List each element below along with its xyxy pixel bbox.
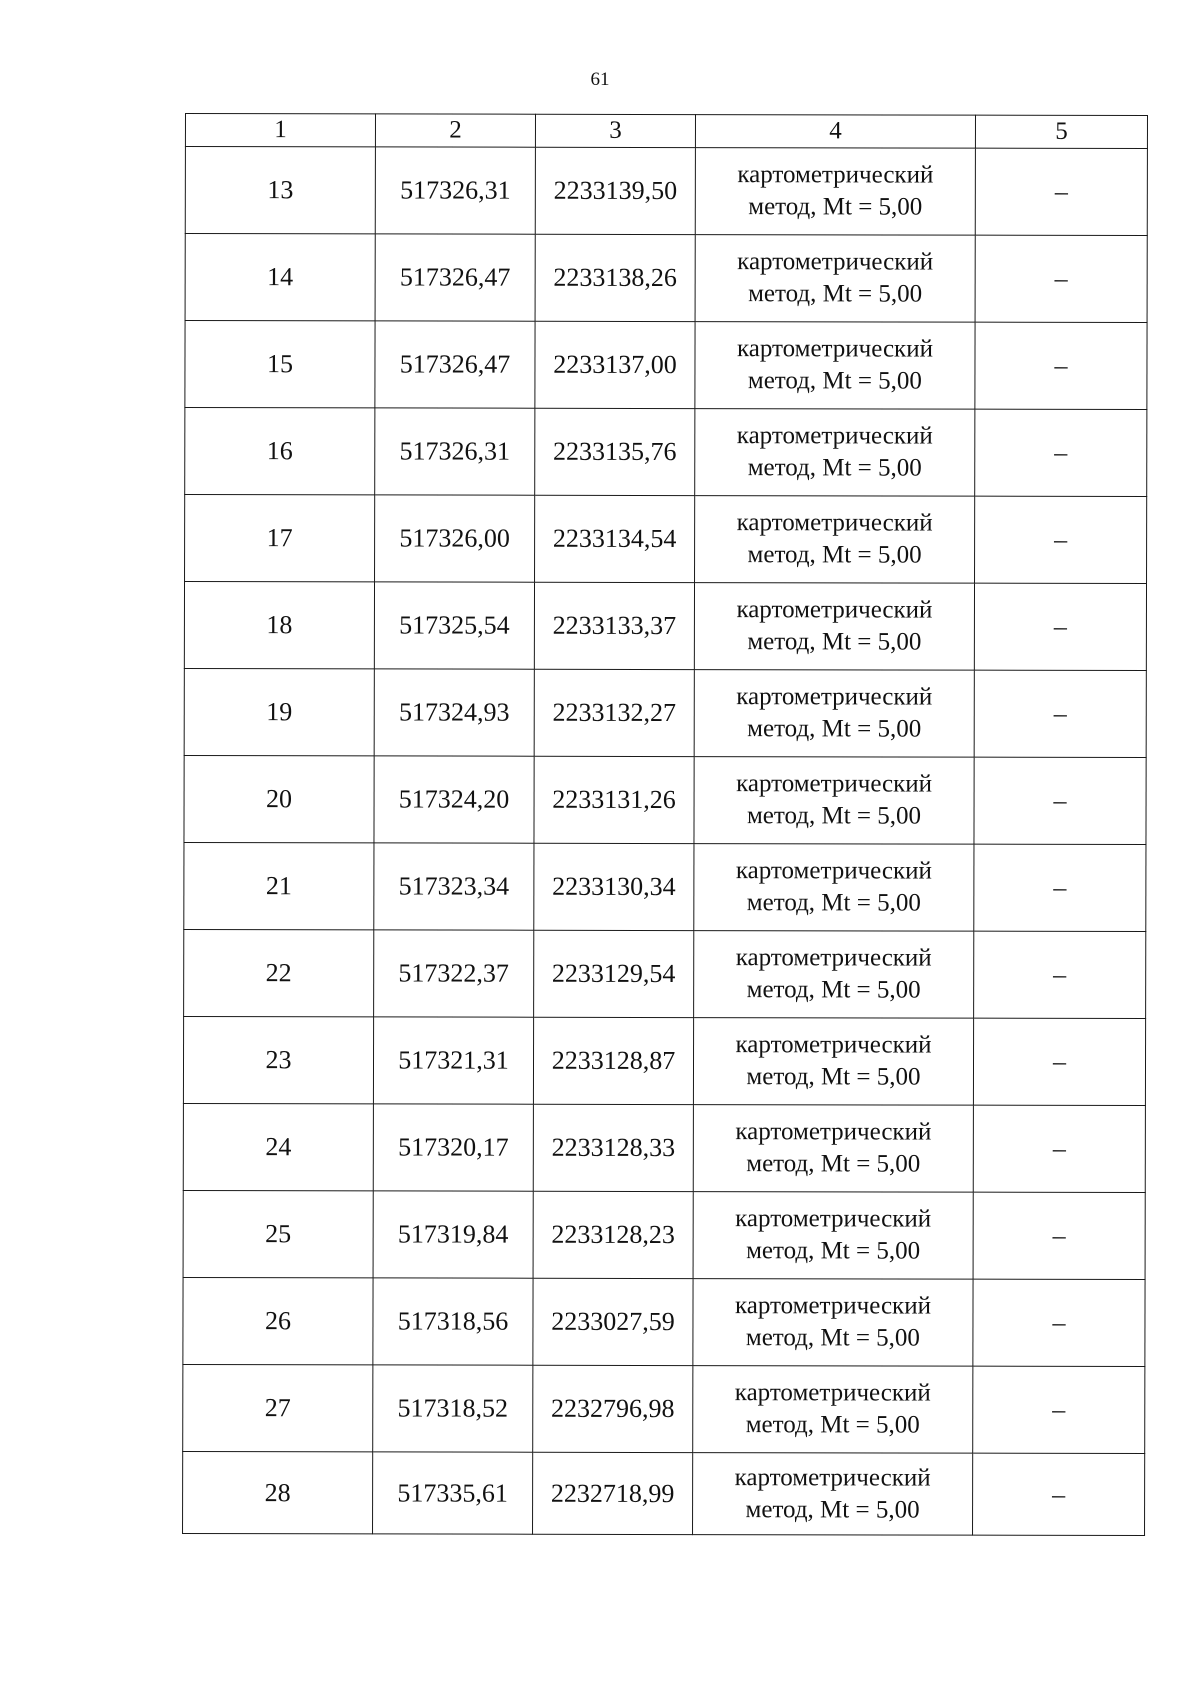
method-line-1: картометрический: [736, 770, 933, 798]
method-line-1: картометрический: [736, 509, 933, 537]
method-line-1: картометрический: [735, 1118, 932, 1146]
note-cell: –: [973, 1192, 1145, 1279]
method-line-2: метод, Mt = 5,00: [748, 193, 923, 221]
table-row: [185, 495, 1147, 584]
note-cell: –: [975, 322, 1147, 409]
y-coordinate-cell: 2233135,76: [535, 408, 695, 495]
y-coordinate-cell: 2233128,33: [533, 1104, 693, 1191]
method-cell: [693, 1279, 973, 1367]
method-line-2: метод, Mt = 5,00: [746, 889, 921, 917]
method-line-2: метод, Mt = 5,00: [746, 1150, 921, 1178]
y-coordinate-cell: 2233132,27: [534, 669, 694, 756]
x-coordinate-cell: 517326,31: [375, 147, 535, 234]
x-coordinate-cell: 517335,61: [373, 1452, 533, 1534]
method-line-1: картометрический: [735, 1031, 932, 1059]
y-coordinate-cell: 2233139,50: [535, 147, 695, 234]
method-cell: [695, 496, 975, 584]
table-row: [183, 1451, 1145, 1535]
note-cell: –: [974, 757, 1146, 844]
x-coordinate-cell: 517320,17: [373, 1104, 533, 1191]
method-line-2: метод, Mt = 5,00: [746, 1063, 921, 1091]
method-line-2: метод, Mt = 5,00: [746, 802, 922, 830]
method-line-2: метод, Mt = 5,00: [745, 1411, 920, 1439]
x-coordinate-cell: 517324,20: [374, 756, 534, 843]
point-number-cell: 23: [183, 1016, 373, 1103]
method-cell: [693, 1018, 973, 1106]
point-number-cell: 21: [184, 842, 374, 929]
note-cell: –: [975, 496, 1147, 583]
point-number-cell: 25: [183, 1190, 373, 1277]
method-line-1: картометрический: [736, 596, 933, 624]
point-number-cell: 18: [184, 582, 374, 669]
method-line-2: метод, Mt = 5,00: [747, 367, 922, 395]
point-number-cell: 27: [183, 1364, 373, 1451]
y-coordinate-cell: 2233130,34: [534, 843, 694, 930]
method-cell: [695, 235, 975, 323]
note-cell: –: [974, 931, 1146, 1018]
column-header-4: 4: [695, 115, 975, 149]
method-cell: [694, 670, 974, 758]
note-cell: –: [975, 235, 1147, 322]
table-row: [184, 668, 1146, 757]
note-cell: –: [974, 583, 1146, 670]
method-line-1: картометрический: [735, 1205, 932, 1233]
table-row: [185, 234, 1147, 323]
method-line-1: картометрический: [734, 1292, 932, 1320]
method-line-1: картометрический: [734, 1379, 931, 1407]
x-coordinate-cell: 517326,47: [375, 234, 535, 321]
note-cell: –: [973, 1018, 1145, 1105]
note-cell: –: [973, 1366, 1145, 1453]
method-line-1: картометрический: [737, 161, 934, 189]
method-cell: [694, 844, 974, 932]
method-line-1: картометрический: [736, 683, 933, 711]
method-cell: [693, 1105, 973, 1193]
x-coordinate-cell: 517324,93: [374, 669, 534, 756]
table-row: [185, 321, 1147, 410]
point-number-cell: 17: [185, 495, 375, 582]
method-line-2: метод, Mt = 5,00: [745, 1324, 920, 1352]
x-coordinate-cell: 517326,00: [375, 495, 535, 582]
method-line-2: метод, Mt = 5,00: [746, 1237, 921, 1265]
y-coordinate-cell: 2233134,54: [535, 495, 695, 582]
method-line-1: картометрический: [736, 335, 934, 363]
method-cell: [694, 583, 974, 671]
column-header-3: 3: [535, 114, 695, 147]
method-cell: [695, 148, 975, 236]
column-header-5: 5: [975, 115, 1147, 148]
table-row: [185, 408, 1147, 497]
point-number-cell: 26: [183, 1277, 373, 1364]
method-line-2: метод, Mt = 5,00: [745, 1495, 920, 1524]
table-row: [183, 1364, 1145, 1453]
y-coordinate-cell: 2232718,99: [533, 1452, 693, 1534]
table-row: [184, 582, 1146, 671]
method-cell: [693, 1366, 973, 1454]
method-line-2: метод, Mt = 5,00: [747, 454, 922, 482]
method-line-2: метод, Mt = 5,00: [747, 541, 922, 569]
table-row: [183, 1016, 1145, 1105]
note-cell: –: [973, 1453, 1145, 1535]
coordinates-table-body: [183, 114, 1148, 1536]
y-coordinate-cell: 2233133,37: [534, 582, 694, 669]
note-cell: –: [974, 844, 1146, 931]
column-header-2: 2: [375, 114, 535, 147]
method-line-1: картометрический: [737, 248, 934, 276]
method-line-1: картометрический: [735, 857, 932, 885]
column-header-1: 1: [185, 114, 375, 147]
x-coordinate-cell: 517326,47: [375, 321, 535, 408]
point-number-cell: 22: [184, 929, 374, 1016]
y-coordinate-cell: 2233129,54: [534, 930, 694, 1017]
y-coordinate-cell: 2232796,98: [533, 1365, 693, 1452]
table-row: [185, 147, 1147, 236]
x-coordinate-cell: 517321,31: [373, 1017, 533, 1104]
table-row: [184, 842, 1146, 931]
x-coordinate-cell: 517318,52: [373, 1365, 533, 1452]
y-coordinate-cell: 2233131,26: [534, 756, 694, 843]
table-row: [183, 1277, 1145, 1366]
method-cell: [693, 1453, 973, 1536]
table-row: [184, 755, 1146, 844]
page-number: 61: [590, 69, 610, 90]
method-cell: [694, 757, 974, 845]
point-number-cell: 28: [183, 1451, 373, 1533]
x-coordinate-cell: 517323,34: [374, 843, 534, 930]
method-cell: [695, 409, 975, 497]
method-line-2: метод, Mt = 5,00: [748, 280, 923, 308]
method-line-1: картометрический: [736, 422, 933, 450]
method-line-2: метод, Mt = 5,00: [746, 976, 921, 1004]
coordinates-table: [182, 113, 1148, 1536]
method-cell: [695, 322, 975, 410]
point-number-cell: 16: [185, 408, 375, 495]
note-cell: –: [975, 148, 1147, 235]
table-row: [183, 1190, 1145, 1279]
point-number-cell: 15: [185, 321, 375, 408]
x-coordinate-cell: 517319,84: [373, 1191, 533, 1278]
method-line-1: картометрический: [734, 1463, 931, 1492]
x-coordinate-cell: 517325,54: [374, 582, 534, 669]
method-cell: [693, 1192, 973, 1280]
point-number-cell: 14: [185, 234, 375, 321]
note-cell: –: [975, 409, 1147, 496]
x-coordinate-cell: 517322,37: [374, 930, 534, 1017]
note-cell: –: [974, 670, 1146, 757]
method-cell: [694, 931, 974, 1019]
method-line-2: метод, Mt = 5,00: [747, 715, 922, 743]
point-number-cell: 24: [183, 1103, 373, 1190]
point-number-cell: 19: [184, 668, 374, 755]
note-cell: –: [973, 1105, 1145, 1192]
x-coordinate-cell: 517326,31: [375, 408, 535, 495]
x-coordinate-cell: 517318,56: [373, 1278, 533, 1365]
y-coordinate-cell: 2233137,00: [535, 321, 695, 408]
table-row: [183, 1103, 1145, 1192]
y-coordinate-cell: 2233128,87: [533, 1017, 693, 1104]
table-header-row: [185, 114, 1147, 149]
note-cell: –: [973, 1279, 1145, 1366]
y-coordinate-cell: 2233138,26: [535, 234, 695, 321]
point-number-cell: 20: [184, 755, 374, 842]
method-line-1: картометрический: [735, 944, 932, 972]
y-coordinate-cell: 2233027,59: [533, 1278, 693, 1365]
method-line-2: метод, Mt = 5,00: [747, 628, 922, 656]
table-row: [184, 929, 1146, 1018]
point-number-cell: 13: [185, 147, 375, 234]
y-coordinate-cell: 2233128,23: [533, 1191, 693, 1278]
